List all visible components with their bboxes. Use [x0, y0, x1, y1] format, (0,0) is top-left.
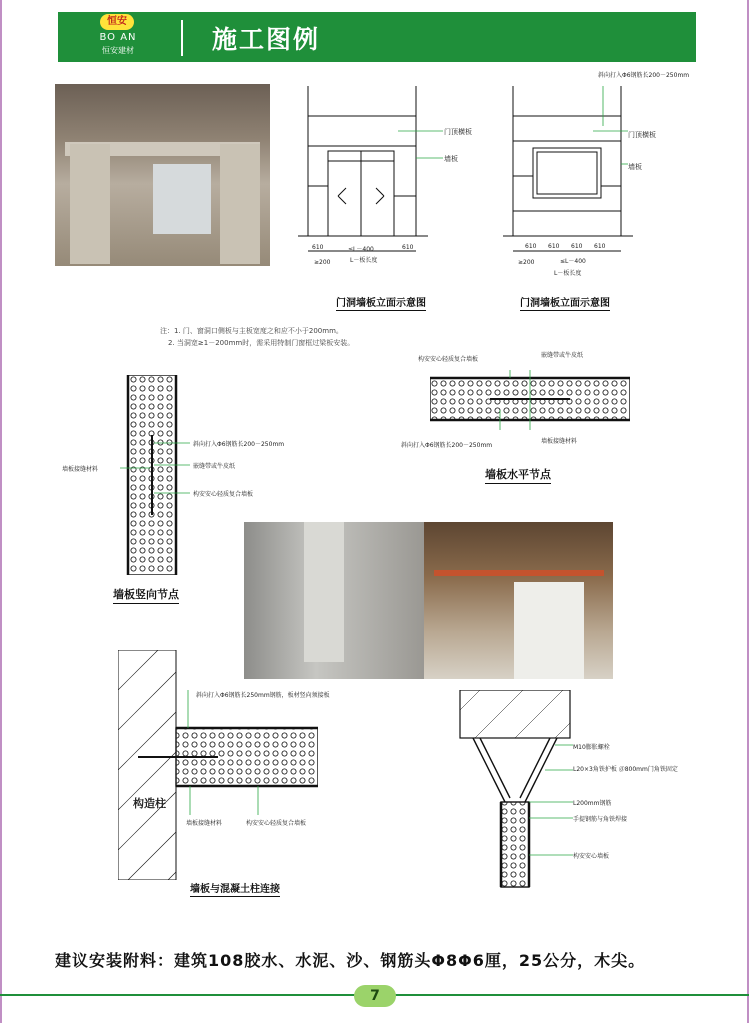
- door-elevation-drawing: [288, 86, 448, 266]
- door-dim-right: 610: [402, 244, 414, 251]
- installation-materials-text: 建议安装附料：建筑108胶水、水泥、沙、钢筋头Φ8Φ6厘，25公分，木尖。: [55, 951, 646, 970]
- door-dim-left: 610: [312, 244, 324, 251]
- note-line-1: 注：1. 门、窗洞口侧板与主板宽度之和应不小于200mm。: [160, 327, 343, 335]
- column-node-drawing: [118, 650, 318, 880]
- horizontal-node-caption: 墙板水平节点: [485, 466, 551, 484]
- door-label-lintel: 门顶横板: [444, 128, 472, 136]
- ceiling-label-bolt: M10膨胀螺栓: [573, 744, 610, 751]
- vnode-label-board: 构安安心轻质复合墙板: [193, 491, 254, 498]
- window-label-rebar: 斜向打入Φ6钢筋长200－250mm: [598, 72, 690, 79]
- window-dim-2: 610: [548, 243, 560, 250]
- window-dim-total: L－板长度: [554, 270, 582, 277]
- window-dim-3: 610: [571, 243, 583, 250]
- hnode-label-rebar: 斜向打入Φ6钢筋长200－250mm: [401, 442, 493, 449]
- door-dim-mid: ≤L－400: [348, 246, 374, 253]
- header-divider: [181, 20, 183, 56]
- vertical-node-caption: 墙板竖向节点: [113, 586, 179, 604]
- vnode-label-rebar: 斜向打入Φ6钢筋长200－250mm: [193, 441, 285, 448]
- vnode-label-tape: 嵌缝带或牛皮纸: [193, 463, 236, 470]
- cnode-label-board: 构安安心轻质复合墙板: [246, 820, 307, 827]
- column-node-caption: 墙板与混凝土柱连接: [190, 880, 280, 897]
- ceiling-label-fill: 手提钢筋与角铁焊接: [573, 816, 628, 823]
- cnode-label-fill: 墙板接缝材料: [186, 820, 223, 827]
- vnode-label-fill: 墙板接缝材料: [62, 466, 99, 473]
- window-label-lintel: 门顶横板: [628, 131, 656, 139]
- brand-logo: [88, 14, 148, 60]
- hnode-label-tape: 嵌缝带或牛皮纸: [541, 352, 584, 359]
- vertical-node-drawing: [120, 375, 190, 575]
- door-label-wall: 墙板: [444, 155, 458, 163]
- logo-chinese: 恒安建材: [102, 46, 134, 55]
- logo-badge: 恒安: [100, 14, 134, 30]
- construction-photo-ceiling: [424, 522, 613, 679]
- window-elevation-drawing: [503, 86, 643, 266]
- window-dim-4: 610: [594, 243, 606, 250]
- window-elevation-caption: 门洞墙板立面示意图: [520, 294, 610, 311]
- cnode-label-rebar: 斜向打入Φ6钢筋长250mm钢筋，板材竖向须接板: [196, 692, 330, 699]
- door-dim-total: L－板长度: [350, 257, 378, 264]
- note-line-2: 2. 当洞宽≥1－200mm时，需采用特制门窗框过梁板安装。: [168, 339, 355, 347]
- ceiling-label-rebar: L200mm钢筋: [573, 800, 612, 807]
- ceiling-label-board: 构安安心墙板: [573, 853, 610, 860]
- window-dim-1: 610: [525, 243, 537, 250]
- door-dim-gap: ≥200: [314, 259, 331, 266]
- construction-photo-door-opening: [55, 84, 270, 266]
- hnode-label-board: 构安安心轻质复合墙板: [418, 356, 479, 363]
- hnode-label-fill: 墙板接缝材料: [541, 438, 578, 445]
- window-dim-mid: ≤L－400: [560, 258, 586, 265]
- window-dim-gap: ≥200: [518, 259, 535, 266]
- page-number: 7: [354, 985, 396, 1007]
- door-elevation-caption: 门洞墙板立面示意图: [336, 294, 426, 311]
- cnode-label-column: 构造柱: [133, 797, 166, 810]
- ceiling-label-angle: L20×3角铁护板 ＠800mm门角铁固定: [573, 766, 678, 773]
- horizontal-node-drawing: [430, 370, 630, 430]
- page-title: 施工图例: [212, 25, 321, 54]
- header-bar: [58, 12, 696, 62]
- logo-english: BO AN: [99, 32, 137, 43]
- window-label-wall: 墙板: [628, 163, 642, 171]
- ceiling-node-drawing: [455, 690, 605, 890]
